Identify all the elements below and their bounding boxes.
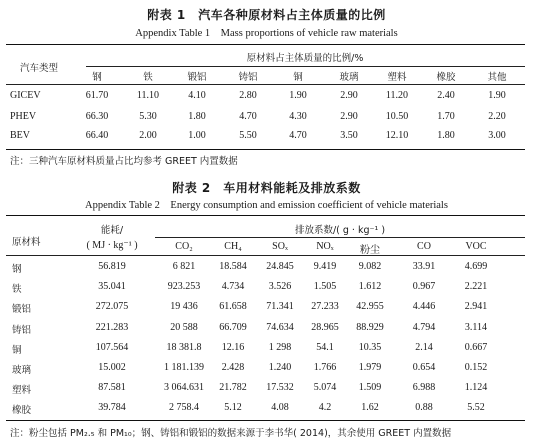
table1-col-header: 塑料 — [387, 72, 407, 83]
table1-row-label: GICEV — [10, 90, 41, 101]
table2-cell: 9.419 — [313, 261, 337, 272]
table1-cell: 1.90 — [488, 90, 506, 101]
table1-cell: 2.20 — [488, 111, 506, 122]
table2-cell: 71.341 — [266, 301, 294, 313]
table2-emission-header: 排放系数/( g · kg⁻¹ ) — [294, 225, 386, 236]
table2-cell: 27.233 — [311, 301, 339, 313]
table1-title: 附表 1 汽车各种原材料占主体质量的比例 — [147, 8, 386, 22]
table2-energy-header: 能耗/ — [100, 225, 124, 236]
table2-cell: 107.564 — [95, 341, 129, 353]
table2-cell: 2.221 — [464, 281, 488, 293]
table2-row-header: 原材料 — [12, 237, 41, 248]
table2-cell: 1.240 — [268, 362, 292, 373]
table2-top-rule — [6, 215, 525, 216]
table1-cell: 10.50 — [385, 111, 409, 122]
table1-cell: 4.70 — [289, 130, 307, 141]
table2-cell: 19 436 — [170, 301, 198, 313]
table2-cell: 33.91 — [412, 261, 436, 272]
table1-col-header: 铸铝 — [238, 72, 258, 83]
table2-cell: 56.819 — [98, 261, 126, 272]
table2-bottom-rule — [6, 420, 525, 421]
table2-cell: 88.929 — [356, 321, 384, 333]
table1-cell: 1.80 — [437, 130, 455, 141]
table1-col-header: 钢 — [92, 72, 102, 83]
table2-cell: 66.709 — [219, 321, 247, 333]
table2-cell: 0.152 — [464, 362, 488, 373]
table2-cell: 3.114 — [464, 321, 488, 333]
table2-cell: 39.784 — [98, 402, 126, 414]
table2-cell: 28.965 — [311, 321, 339, 333]
table2-cell: 1 181.139 — [164, 362, 204, 373]
table1-note: 注：三种汽车原材料质量占比均参考 GREET 内置数据 — [10, 156, 238, 167]
table1-cell: 61.70 — [85, 90, 109, 101]
table2-group-rule — [155, 237, 525, 238]
table1-cell: 66.40 — [85, 130, 109, 141]
table1-cell: 1.70 — [437, 111, 455, 122]
table1-cell: 4.10 — [188, 90, 206, 101]
table2-cell: 2 758.4 — [169, 402, 199, 414]
table2-row-label: 橡胶 — [12, 405, 32, 417]
table1-col-header: 其他 — [487, 72, 507, 83]
table1-cell: 11.20 — [385, 90, 409, 101]
table2-cell: 2.941 — [464, 301, 488, 313]
table2-cell: 6.988 — [412, 382, 436, 394]
table1-cell: 2.40 — [437, 90, 455, 101]
table1-cell: 2.90 — [340, 90, 358, 101]
table2-energy-unit: ( MJ · kg⁻¹ ) — [86, 240, 138, 251]
table2-cell: 1.124 — [464, 382, 488, 394]
table1-cell: 1.80 — [188, 111, 206, 122]
table2-cell: 272.075 — [95, 301, 129, 313]
table1-cell: 1.90 — [289, 90, 307, 101]
table2-cell: 24.845 — [266, 261, 294, 272]
table1-cell: 3.00 — [488, 130, 506, 141]
table1-cell: 4.70 — [239, 111, 257, 122]
table1-col-header: 玻璃 — [339, 72, 359, 83]
table2-cell: 1.979 — [358, 362, 382, 373]
table1-group-header: 原材料占主体质量的比例/% — [246, 53, 364, 64]
table1-cell: 11.10 — [136, 90, 160, 101]
table2-row-label: 钢 — [12, 264, 22, 275]
table2-cell: 0.88 — [415, 402, 433, 414]
table1-header-rule — [6, 84, 525, 85]
table2-cell: 0.967 — [412, 281, 436, 293]
table1-subtitle: Appendix Table 1 Mass proportions of vehicle raw materials — [135, 28, 398, 39]
table2-col-header: VOC — [465, 241, 487, 252]
table2-cell: 5.52 — [467, 402, 485, 414]
table2-col-header: 粉尘 — [360, 245, 380, 256]
table2-cell: 1 298 — [268, 341, 292, 353]
table2-row-label: 玻璃 — [12, 365, 32, 376]
table2-cell: 1.509 — [358, 382, 382, 394]
table2-col-header: NOₓ — [316, 241, 334, 252]
table1-col-header: 铁 — [143, 72, 153, 83]
table1-cell: 1.00 — [188, 130, 206, 141]
table1-cell: 5.30 — [139, 111, 157, 122]
table1-col-header: 铜 — [293, 72, 303, 83]
table1-cell: 66.30 — [85, 111, 109, 122]
table2-cell: 923.253 — [167, 281, 201, 293]
table2-cell: 21.782 — [219, 382, 247, 394]
table2-cell: 9.082 — [358, 261, 382, 272]
table1-cell: 5.50 — [239, 130, 257, 141]
table2-cell: 74.634 — [266, 321, 294, 333]
table1-bottom-rule — [6, 149, 525, 150]
table1-cell: 2.80 — [239, 90, 257, 101]
table1-cell: 12.10 — [385, 130, 409, 141]
table2-cell: 221.283 — [95, 321, 129, 333]
table2-cell: 4.2 — [318, 402, 332, 414]
table2-cell: 2.14 — [415, 341, 433, 353]
table2-title: 附表 2 车用材料能耗及排放系数 — [172, 181, 361, 195]
table2-col-header: SOₓ — [272, 241, 288, 252]
table2-cell: 1.505 — [313, 281, 337, 293]
table2-cell: 1.766 — [313, 362, 337, 373]
table2-cell: 1.612 — [358, 281, 382, 293]
table2-cell: 10.35 — [358, 341, 382, 353]
table2-cell: 0.667 — [464, 341, 488, 353]
table2-cell: 18.584 — [219, 261, 247, 272]
table1-col-header: 橡胶 — [436, 72, 456, 83]
table1-cell: 2.90 — [340, 111, 358, 122]
table2-cell: 42.955 — [356, 301, 384, 313]
table2-cell: 20 588 — [170, 321, 198, 333]
table1-row-label: PHEV — [10, 111, 37, 122]
table2-cell: 2.428 — [221, 362, 245, 373]
table2-cell: 5.074 — [313, 382, 337, 394]
table2-cell: 4.08 — [271, 402, 289, 414]
table2-cell: 12.16 — [221, 341, 245, 353]
table2-subtitle: Appendix Table 2 Energy consumption and emission coefficient of vehicle materials — [85, 200, 448, 211]
table2-cell: 61.658 — [219, 301, 247, 313]
table2-cell: 5.12 — [224, 402, 242, 414]
table2-cell: 18 381.8 — [166, 341, 202, 353]
table1-row-header: 汽车类型 — [20, 63, 59, 74]
table1-top-rule — [6, 44, 525, 45]
table2-row-label: 铜 — [12, 344, 22, 356]
table2-row-label: 锻铝 — [12, 304, 32, 316]
table2-cell: 15.002 — [98, 362, 126, 373]
table1-cell: 4.30 — [289, 111, 307, 122]
table1-row-label: BEV — [10, 130, 30, 141]
table2-cell: 4.734 — [221, 281, 245, 293]
table2-cell: 1.62 — [361, 402, 379, 414]
table2-cell: 17.532 — [266, 382, 294, 394]
table2-cell: 4.446 — [412, 301, 436, 313]
table2-row-label: 铸铝 — [12, 324, 32, 336]
table2-cell: 4.794 — [412, 321, 436, 333]
table1-group-rule — [86, 66, 525, 67]
table2-note: 注：粉尘包括 PM₂.₅ 和 PM₁₀；钢、铸铝和锻铝的数据来源于李书华( 2014)，其余使用 GREET 内置数据 — [10, 428, 452, 439]
table2-cell: 4.699 — [464, 261, 488, 272]
table2-col-header: CO — [417, 241, 431, 252]
table2-row-label: 铁 — [12, 284, 22, 296]
table2-cell: 0.654 — [412, 362, 436, 373]
table2-header-rule — [6, 255, 525, 256]
table2-col-header: CH₄ — [224, 241, 242, 252]
table2-cell: 3.526 — [268, 281, 292, 293]
table2-cell: 35.041 — [98, 281, 126, 293]
table2-row-label: 塑料 — [12, 385, 32, 397]
table2-cell: 87.581 — [98, 382, 126, 394]
table2-cell: 54.1 — [316, 341, 334, 353]
table2-cell: 6 821 — [172, 261, 196, 272]
table1-cell: 2.00 — [139, 130, 157, 141]
table2-cell: 3 064.631 — [164, 382, 204, 394]
table1-col-header: 锻铝 — [187, 72, 207, 83]
table2-col-header: CO₂ — [175, 241, 193, 252]
table1-cell: 3.50 — [340, 130, 358, 141]
